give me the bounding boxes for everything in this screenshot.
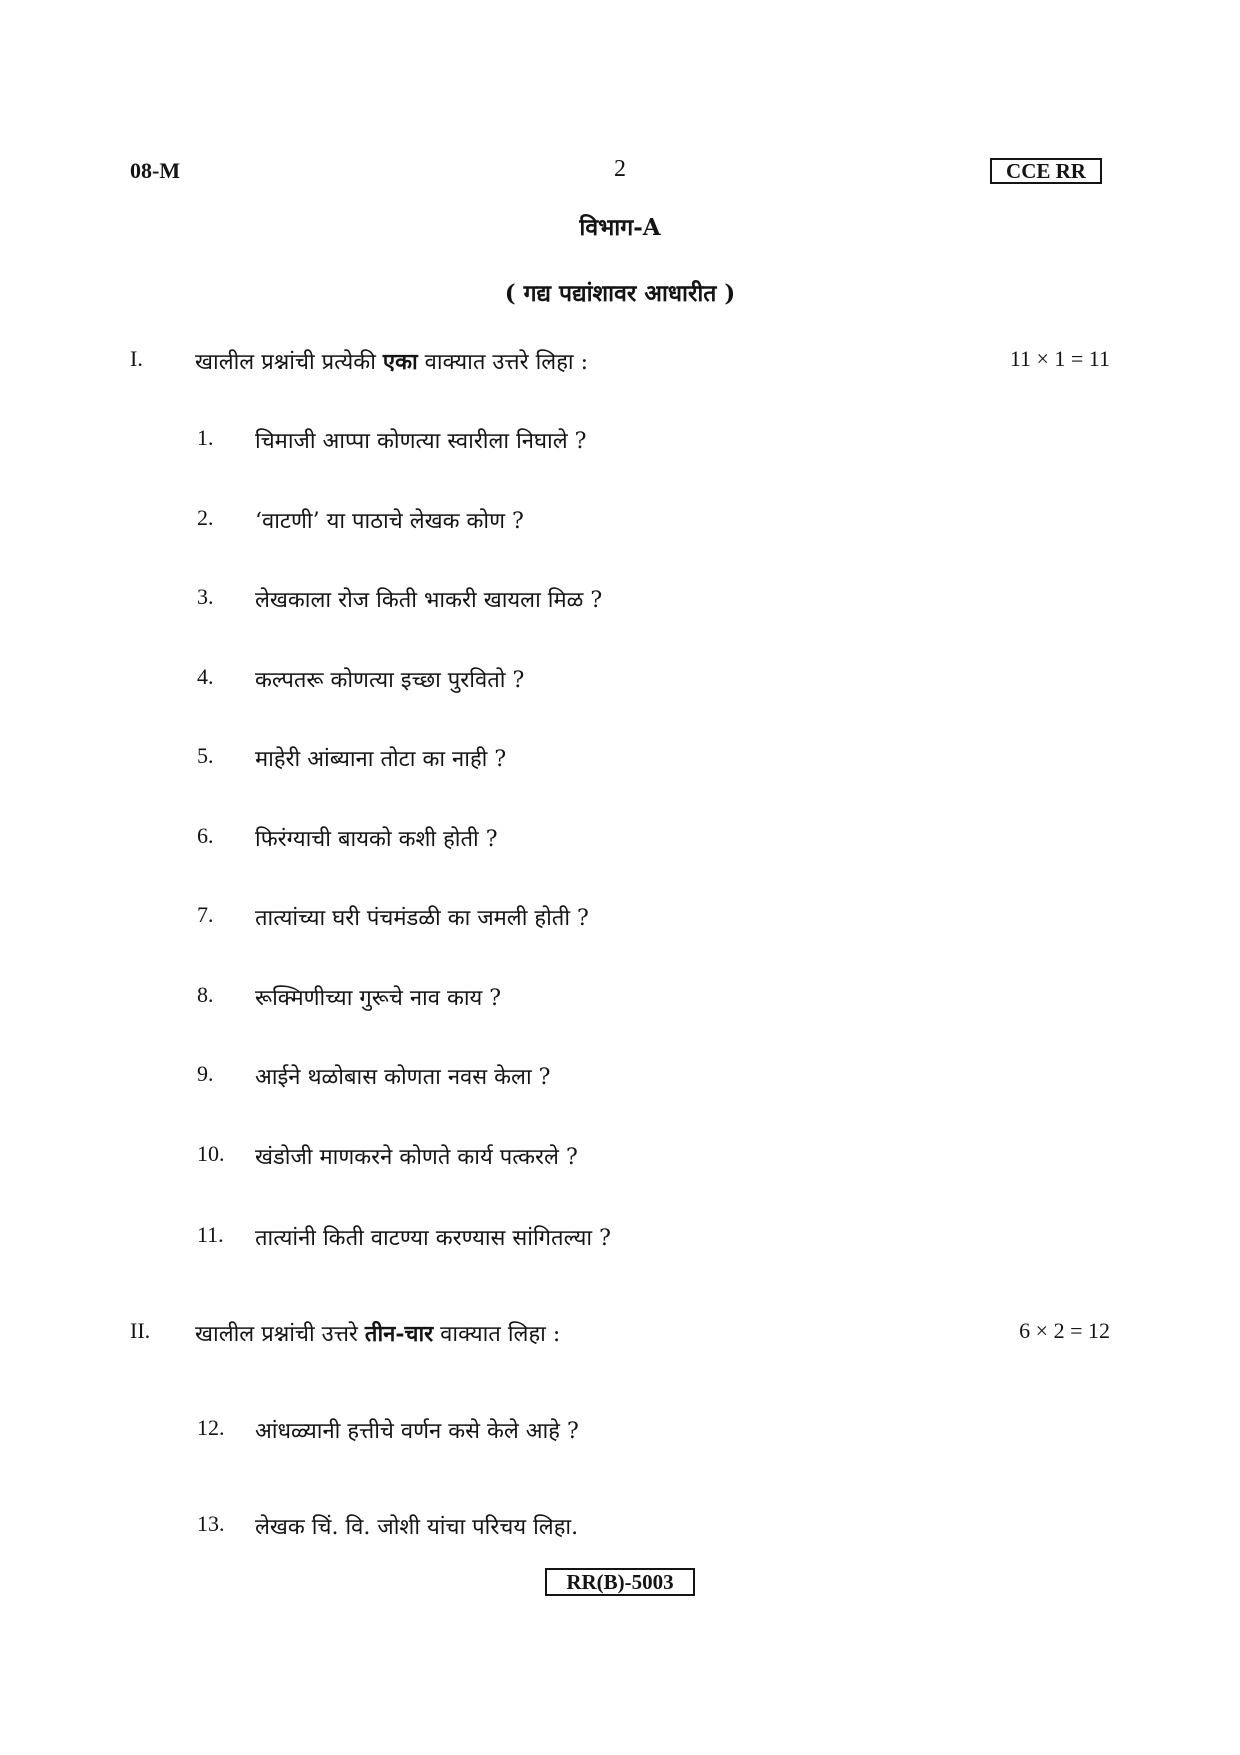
section-title: विभाग-A [579, 214, 661, 241]
section-subtitle: ( गद्य पद्यांशावर आधारीत ) [504, 280, 736, 307]
boxed-label: CCE RR [990, 158, 1102, 184]
question-numeral: I. [130, 346, 143, 371]
question-instruction: खालील प्रश्नांची उत्तरे तीन-चार वाक्यात लिहा : [195, 1321, 561, 1347]
exam-page: 08-M 2 CCE RR विभाग-A ( गद्य पद्यांशावर आधारीत ) I. खालील प्रश्नांची प्रत्येकी एका वाक्यात उत्तरे लिहा : 11 × 1 = 11 1. चिमाजी आप्पा कोणत्या स्वारीला निघाले ? 2. ‘वाटणी’ या पाठाचे लेखक कोण ? 3. लेखकाला रोज किती भाकरी खायला मिळ ? 4. कल्पतरू कोणत्या इच्छा पुरवितो ? 5. माहेरी आंब्याना तोटा का नाही ? 6. फिरंग्याची बायको कशी होती ? 7. तात्यांच्या घरी पंचमंडळी का जमली होती ? 8. रूक्मिणीच्या गुरूचे नाव काय ? 9. आईने थळोबास कोणता नवस केला ? 10. खंडोजी माणकरने कोणते कार्य पत्करले ? 11. तात्यांनी किती वाटण्या करण्यास सांगितल्या ? II. खालील प्रश्नांची उत्तरे तीन-चार वाक्यात लिहा : 6 × 2 = 12 12. आंधळ्यानी हत्तीचे वर्णन कसे केले आहे ? 13. लेखक चिं. वि. जोशी यांचा परिचय लिहा. RR(B)-5003 [0, 0, 1240, 1755]
page-number: 2 [614, 156, 626, 182]
paper-code: 08-M [130, 158, 181, 183]
question-marks: 11 × 1 = 11 [1009, 346, 1110, 371]
question-instruction: खालील प्रश्नांची प्रत्येकी एका वाक्यात उत्तरे लिहा : [195, 349, 589, 375]
footer-code: RR(B)-5003 [545, 1568, 695, 1596]
question-marks: 6 × 2 = 12 [1019, 1318, 1110, 1343]
question-numeral: II. [130, 1318, 151, 1343]
